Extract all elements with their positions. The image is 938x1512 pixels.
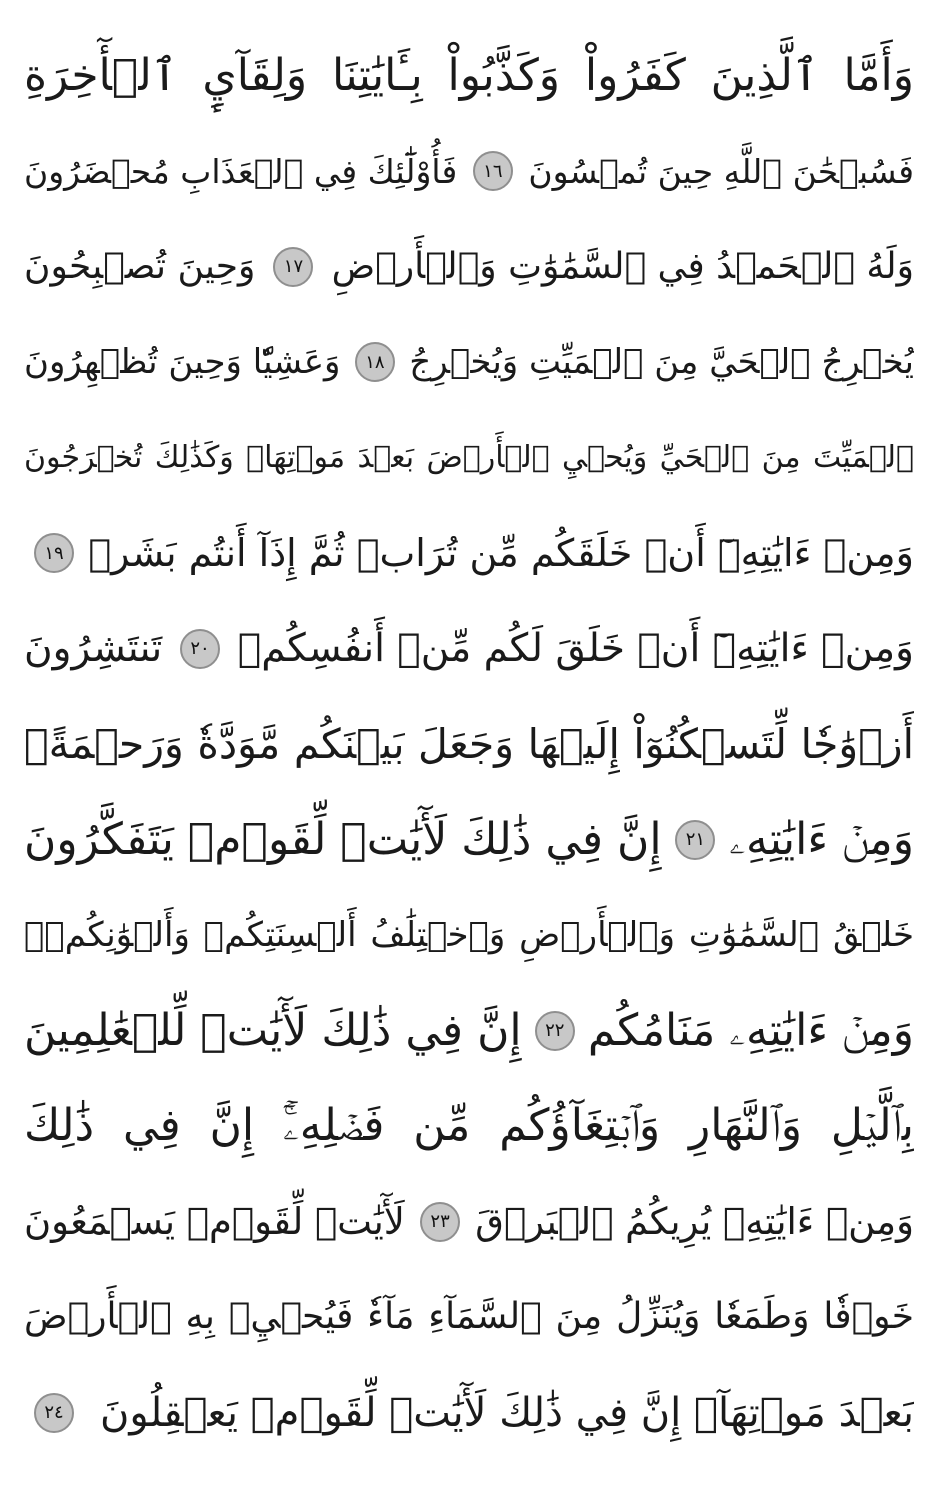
verse-text: أَزۡوَٰجٗا لِّتَسۡكُنُوٓاْ إِلَيۡهَا وَجَعَلَ بَيۡنَكُم مَّوَدَّةٗ وَرَحۡمَةًۚ xyxy=(24,719,914,768)
text-line-13 xyxy=(24,1174,914,1270)
verse-number: ٢٣ xyxy=(430,1211,450,1233)
verse-number-marker-icon xyxy=(535,1011,575,1051)
text-line-11 xyxy=(24,983,914,1079)
verse-text: وَمِنۡ ءَايَٰتِهِۦ يُرِيكُمُ ٱلۡبَرۡقَ xyxy=(475,1200,914,1244)
verse-text: فَسُبۡحَٰنَ ٱللَّهِ حِينَ تُمۡسُونَ xyxy=(528,151,914,191)
verse-text: وَعَشِيّٗا وَحِينَ تُظۡهِرُونَ xyxy=(24,342,341,383)
verse-text: إِنَّ فِي ذَٰلِكَ لَأٓيَٰتٖ لِّلۡعَٰلِمِينَ xyxy=(24,1004,522,1056)
verse-text: وَمِنۡ ءَايَٰتِهِۦ مَنَامُكُم xyxy=(587,1004,914,1056)
text-line-7 xyxy=(24,601,914,697)
text-line-14 xyxy=(24,1270,914,1366)
verse-number: ١٦ xyxy=(483,160,503,182)
verse-number: ٢٤ xyxy=(44,1402,64,1424)
text-line-2 xyxy=(24,124,914,220)
text-line-5 xyxy=(24,410,914,506)
verse-number: ١٧ xyxy=(283,256,304,278)
verse-number-marker-icon xyxy=(34,1393,74,1433)
verse-number-marker-icon xyxy=(675,820,715,860)
text-line-9 xyxy=(24,792,914,888)
verse-text: بَعۡدَ مَوۡتِهَآۚ إِنَّ فِي ذَٰلِكَ لَأٓيَٰتٖ لِّقَوۡمٖ يَعۡقِلُونَ xyxy=(100,1389,914,1436)
text-line-3 xyxy=(24,219,914,315)
verse-text: تَنتَشِرُونَ xyxy=(24,626,163,672)
verse-number-marker-icon xyxy=(420,1202,460,1242)
text-line-12 xyxy=(24,1079,914,1175)
verse-text: وَمِنۡ ءَايَٰتِهِۦٓ أَنۡ خَلَقَكُم مِّن تُرَابٖ ثُمَّ إِذَآ أَنتُم بَشَرٞ xyxy=(88,531,914,576)
verse-text: لَأٓيَٰتٖ لِّقَوۡمٖ يَسۡمَعُونَ xyxy=(24,1200,405,1244)
verse-number-marker-icon xyxy=(180,629,220,669)
verse-text: خَلۡقُ ٱلسَّمَٰوَٰتِ وَٱلۡأَرۡضِ وَٱخۡتِلَٰفُ أَلۡسِنَتِكُمۡ وَأَلۡوَٰنِكُمۡۚ xyxy=(24,915,914,956)
verse-number-marker-icon xyxy=(355,342,395,382)
verse-number-marker-icon xyxy=(273,247,313,287)
verse-text: ٱلۡمَيِّتَ مِنَ ٱلۡحَيِّ وَيُحۡيِ ٱلۡأَرۡضَ بَعۡدَ مَوۡتِهَاۚ وَكَذَٰلِكَ تُخۡرَجُونَ xyxy=(24,439,914,475)
verse-text: خَوۡفٗا وَطَمَعٗا وَيُنَزِّلُ مِنَ ٱلسَّمَآءِ مَآءٗ فَيُحۡيِۦ بِهِ ٱلۡأَرۡضَ xyxy=(24,1296,914,1338)
text-line-6 xyxy=(24,506,914,602)
verse-text: فَأُوْلَٰٓئِكَ فِي ٱلۡعَذَابِ مُحۡضَرُونَ xyxy=(24,151,458,191)
text-line-15 xyxy=(24,1365,914,1461)
verse-text: وَحِينَ تُصۡبِحُونَ xyxy=(24,245,256,287)
verse-number-marker-icon xyxy=(34,533,74,573)
text-line-4 xyxy=(24,315,914,411)
verse-text: بِٱلَّيۡلِ وَٱلنَّهَارِ وَٱبۡتِغَآؤُكُم مِّن فَضۡلِهِۦٓۚ إِنَّ فِي ذَٰلِكَ xyxy=(24,1100,914,1152)
verse-text: إِنَّ فِي ذَٰلِكَ لَأٓيَٰتٖ لِّقَوۡمٖ يَتَفَكَّرُونَ xyxy=(24,813,662,865)
verse-number: ٢١ xyxy=(685,829,706,851)
verse-text: وَمِنۡ ءَايَٰتِهِۦٓ أَنۡ خَلَقَ لَكُم مِّنۡ أَنفُسِكُمۡ xyxy=(237,626,914,672)
verse-number: ٢٢ xyxy=(545,1020,565,1042)
verse-number-marker-icon xyxy=(473,151,513,191)
text-line-1 xyxy=(24,28,914,124)
verse-text: وَأَمَّا ٱلَّذِينَ كَفَرُواْ وَكَذَّبُواْ بِـَٔايَٰتِنَا وَلِقَآيِٕ ٱلۡأٓخِرَةِ xyxy=(24,49,914,101)
text-line-8 xyxy=(24,697,914,793)
verse-text: وَلَهُ ٱلۡحَمۡدُ فِي ٱلسَّمَٰوَٰتِ وَٱلۡأَرۡضِ xyxy=(331,245,914,287)
verse-number: ١٩ xyxy=(44,542,64,564)
verse-number: ١٨ xyxy=(365,351,385,373)
verse-number: ٢٠ xyxy=(190,638,210,660)
verse-text: وَمِنۡ ءَايَٰتِهِۦ xyxy=(729,813,914,865)
text-line-10 xyxy=(24,888,914,984)
verse-text: يُخۡرِجُ ٱلۡحَيَّ مِنَ ٱلۡمَيِّتِ وَيُخۡرِجُ xyxy=(409,342,914,383)
